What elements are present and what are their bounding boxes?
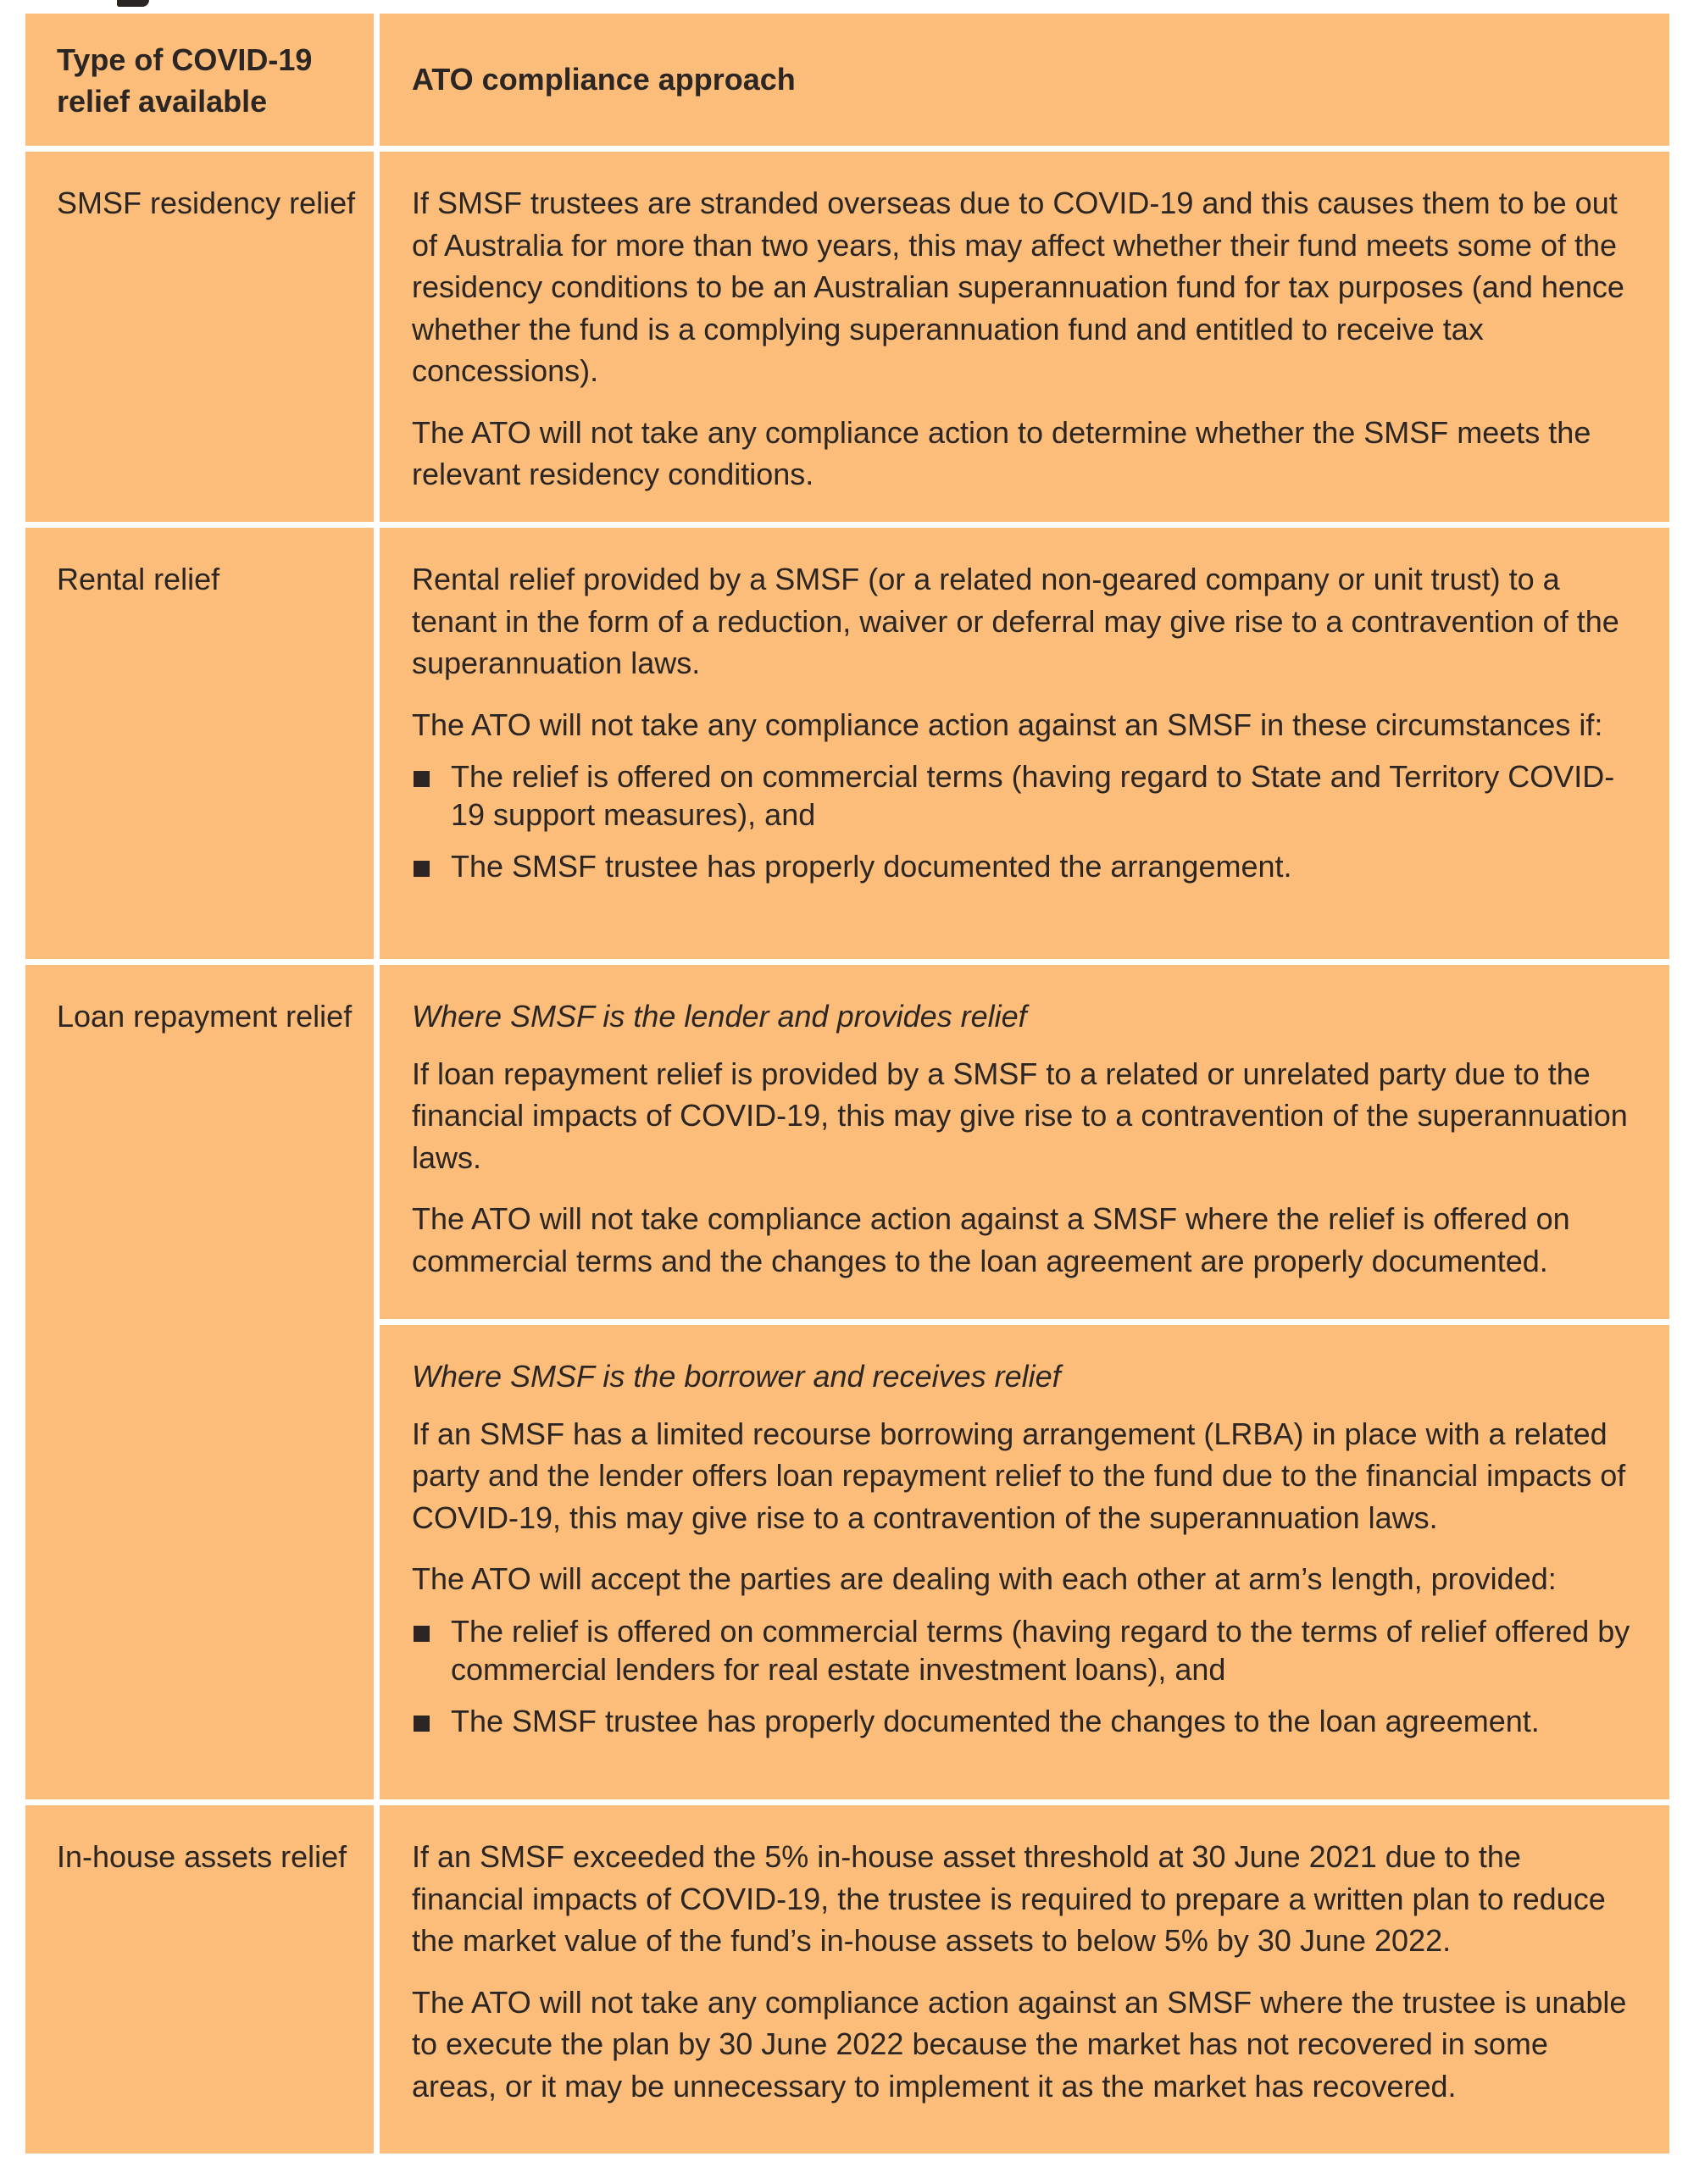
paragraph: The ATO will not take compliance action against a SMSF where the relief is offered on commercial terms and the changes to the loan agreement are properly documented. (412, 1201, 1570, 1278)
paragraph: If SMSF trustees are stranded overseas due to COVID-19 and this causes them to be out of Australia for more than two years, this may affect whether their fund meets some of the residency conditions to be an Australian superannuation fund for tax purposes (and hence whether the fund is a complying superannuation fund and entitled to receive tax concessions). (412, 186, 1624, 388)
list-item: The relief is offered on commercial terms (having regard to State and Territory COVID-19 support measures), and (412, 757, 1639, 834)
paragraph: If an SMSF has a limited recourse borrowing arrangement (LRBA) in place with a related party and the lender offers loan repayment relief to the fund due to the financial impacts of COVID-19, this may give rise to a contravention of the superannuation laws. (412, 1416, 1626, 1535)
bullet-square-icon (414, 1716, 430, 1732)
header-relief-type: Type of COVID-19 relief available (25, 14, 374, 146)
bullet-square-icon (414, 1626, 430, 1642)
row-label-loan: Loan repayment relief (25, 965, 374, 1799)
paragraph: The ATO will accept the parties are dealing with each other at arm’s length, provided: (412, 1561, 1557, 1596)
loan-lender-section (380, 965, 1669, 1319)
paragraph: The ATO will not take any compliance action against an SMSF where the trustee is unable to execute the plan by 30 June 2022 because the market has not recovered in some areas, or it may be unnecessary to implement it as the market has recovered. (412, 1984, 1627, 2104)
row-label-residency: SMSF residency relief (25, 152, 374, 522)
row-content-rental (380, 528, 1669, 959)
list-item: The SMSF trustee has properly documented the changes to the loan agreement. (412, 1702, 1639, 1740)
row-content-loan (380, 965, 1669, 1799)
row-content-in-house (380, 1805, 1669, 2154)
paragraph: If an SMSF exceeded the 5% in-house asset threshold at 30 June 2021 due to the financial impacts of COVID-19, the trustee is required to prepare a written plan to reduce the market value of the fund’s in-house assets to below 5% by 30 June 2022. (412, 1839, 1606, 1958)
section-subheading: Where SMSF is the borrower and receives relief (412, 1359, 1061, 1394)
section-subheading: Where SMSF is the lender and provides relief (412, 999, 1027, 1034)
loan-borrower-section (380, 1325, 1669, 1799)
bullet-square-icon (414, 861, 430, 877)
row-label-in-house: In-house assets relief (25, 1805, 374, 2154)
list-item: The relief is offered on commercial terms (having regard to the terms of relief offered by commercial lenders for real estate investment loans), and (412, 1612, 1639, 1688)
row-content-residency (380, 152, 1669, 522)
bullet-list (412, 757, 1639, 885)
bullet-list (412, 1612, 1639, 1740)
header-compliance-approach: ATO compliance approach (380, 14, 1669, 146)
table-row-loan (25, 965, 1669, 1799)
paragraph: The ATO will not take any compliance action against an SMSF in these circumstances if: (412, 707, 1603, 742)
table-row-residency (25, 152, 1669, 522)
list-item: The SMSF trustee has properly documented the arrangement. (412, 847, 1639, 885)
paragraph: Rental relief provided by a SMSF (or a related non-geared company or unit trust) to a tenant in the form of a reduction, waiver or deferral may give rise to a contravention of the superannuation laws. (412, 562, 1619, 680)
table-row-rental (25, 528, 1669, 959)
table-row-in-house (25, 1805, 1669, 2154)
row-label-rental: Rental relief (25, 528, 374, 959)
bullet-square-icon (414, 771, 430, 787)
covid-relief-table (25, 14, 1669, 2154)
paragraph: If loan repayment relief is provided by a SMSF to a related or unrelated party due to the financial impacts of COVID-19, this may give rise to a contravention of the superannuation laws. (412, 1056, 1628, 1175)
page-edge-mark (117, 0, 149, 7)
paragraph: The ATO will not take any compliance action to determine whether the SMSF meets the relevant residency conditions. (412, 414, 1591, 491)
table-header-row (25, 14, 1669, 146)
